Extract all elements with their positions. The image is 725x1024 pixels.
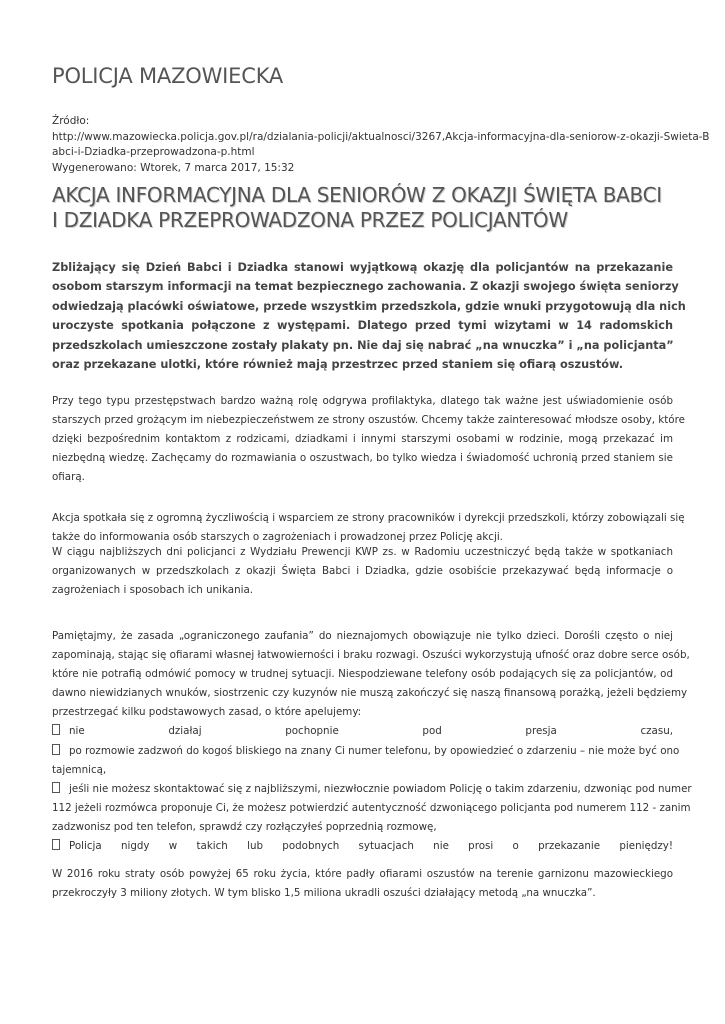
lead-line: przedszkolach umieszczone zostały plakaty pn. Nie daj się nabrać „na wnuczka” i „na policjanta” [52,338,674,352]
paragraph-zasady [52,627,692,856]
list-item [52,780,692,799]
paragraph-line: które nie potrafią odmówić pomocy w trudnej sytuacji. Niespodziewane telefony osób podających się za policjantów, od [52,668,673,681]
lead-line: oraz przekazane ulotki, które również mają przestrzec przed staniem się ofiarą oszustów. [52,358,623,372]
list-item-continuation: tajemnicą, [52,763,107,776]
paragraph-straty [52,865,673,903]
list-item-text: nie działaj pochopnie pod presja czasu, [69,725,673,738]
paragraph-line: przestrzegać kilku podstawowych zasad, o które apelujemy: [52,706,362,719]
paragraph-line: niezbędną wiedzę. Zachęcamy do rozmawiania o oszustwach, bo tylko wiedza i świadomość uchronią przed staniem sie [52,452,673,465]
bullet-box-icon [52,744,60,755]
paragraph-line: zagrożeniach i sposobach ich unikania. [52,584,254,597]
list-item-text: Policja nigdy w takich lub podobnych sytuacjach nie prosi o przekazanie pieniędzy! [69,840,673,853]
headline-line: I DZIADKA PRZEPROWADZONA PRZEZ POLICJANTÓW [52,208,568,232]
lead-line: uroczyste spotkania połączone z występami. Dlatego przed tymi wizytami w 14 radomskich [52,319,673,333]
list-item [52,722,673,741]
lead-line: Zbliżający się Dzień Babci i Dziadka stanowi wyjątkową okazję dla policjantów na przekazanie [52,261,673,274]
lead-line: osobom starszym informacji na temat bezpiecznego zachowania. Z okazji swojego święta seniorzy [52,280,679,294]
list-item-continuation: 112 jeżeli rozmówca proponuje Ci, że możesz potwierdzić autentyczność dzwoniącego policjanta pod numerem 112 - zanim [52,801,691,814]
bullet-box-icon [52,839,60,850]
generated-date: Wygenerowano: Wtorek, 7 marca 2017, 15:32 [52,161,295,174]
headline-line: AKCJA INFORMACYJNA DLA SENIORÓW Z OKAZJI ŚWIĘTA BABCI [52,183,662,207]
list-item-text: jeśli nie możesz skontaktować się z najbliższymi, niezwłocznie powiadom Policję o takim zdarzeniu, dzwoniąc pod numer [69,782,692,795]
paragraph-line: Przy tego typu przestępstwach bardzo ważną rolę odgrywa profilaktyka, dlatego tak ważne jest uświadomienie osób [52,395,673,407]
source-label: Źródło: [52,115,90,127]
article-lead [52,258,686,374]
source-url-line-2[interactable]: abci-i-Dziadka-przeprowadzona-p.html [52,146,255,158]
paragraph-line: Pamiętajmy, że zasada „ograniczonego zaufania” do nieznajomych obowiązuje nie tylko dzieci. Dorośli często o niej [52,630,673,642]
paragraph-line: W 2016 roku straty osób powyżej 65 roku życia, które padły ofiarami oszustów na terenie garnizonu mazowieckiego [52,868,673,880]
source-url-line-1[interactable]: http://www.mazowiecka.policja.gov.pl/ra/dzialania-policji/aktualnosci/3267,Akcja-informacyjna-dla-seniorow-z-okazji-Swieta-B [52,130,710,143]
list-item [52,742,680,761]
paragraph-line: zapominają, stając się ofiarami własnej łatwowierności i braku rozwagi. Oszuści wykorzystują ufność oraz dobre serce osób, [52,649,690,662]
paragraph-akcja [52,509,685,547]
article-headline [52,183,677,233]
paragraph-line: organizowanych w przedszkolach z okazji Święta Babci i Dziadka, gdzie osobiście przekazywać będą informacje o [52,565,673,578]
bullet-box-icon [52,724,60,735]
list-item [52,837,673,856]
paragraph-line: przekroczyły 3 miliony złotych. W tym blisko 1,5 miliona ukradli oszuści działający metodą „na wnuczka”. [52,887,596,900]
bullet-box-icon [52,782,60,793]
list-item-text: po rozmowie zadzwoń do kogoś bliskiego na znany Ci numer telefonu, by opowiedzieć o zdarzeniu – nie może być ono [69,744,680,757]
site-title: POLICJA MAZOWIECKA [52,64,284,88]
source-meta [52,114,710,176]
paragraph-line: starszych przed grożącym im niebezpieczeństwem ze strony oszustów. Chcemy także zainteresować młodsze osoby, które [52,414,685,427]
paragraph-profilaktyka [52,392,685,487]
paragraph-line: dawno niewidzianych wnuków, siostrzenic czy kuzynów nie muszą zakończyć się naszą finansową porażką, jeżeli będziemy [52,687,688,700]
paragraph-line: Akcja spotkała się z ogromną życzliwością i wsparciem ze strony pracowników i dyrekcji przedszkoli, którzy zobowiązali się [52,512,685,524]
paragraph-line: także do informowania osób starszych o zagrożeniach i prowadzonej przez Policję akcji. [52,531,503,544]
paragraph-line: ofiarą. [52,471,85,484]
paragraph-line: W ciągu najbliższych dni policjanci z Wydziału Prewencji KWP zs. w Radomiu uczestniczyć będą także w spotkaniach [52,546,673,558]
paragraph-line: dzięki bezpośrednim kontaktom z rodzicami, dziadkami i innymi starszymi osobami w rodzinie, mogą przekazać im [52,433,673,446]
list-item-continuation: zadzwonisz pod ten telefon, sprawdź czy rozłączyłeś poprzednią rozmowę, [52,820,437,833]
lead-line: odwiedzają placówki oświatowe, przede wszystkim przedszkola, gdzie wnuki przygotowują dla nich [52,299,686,313]
paragraph-spotkania [52,543,673,600]
